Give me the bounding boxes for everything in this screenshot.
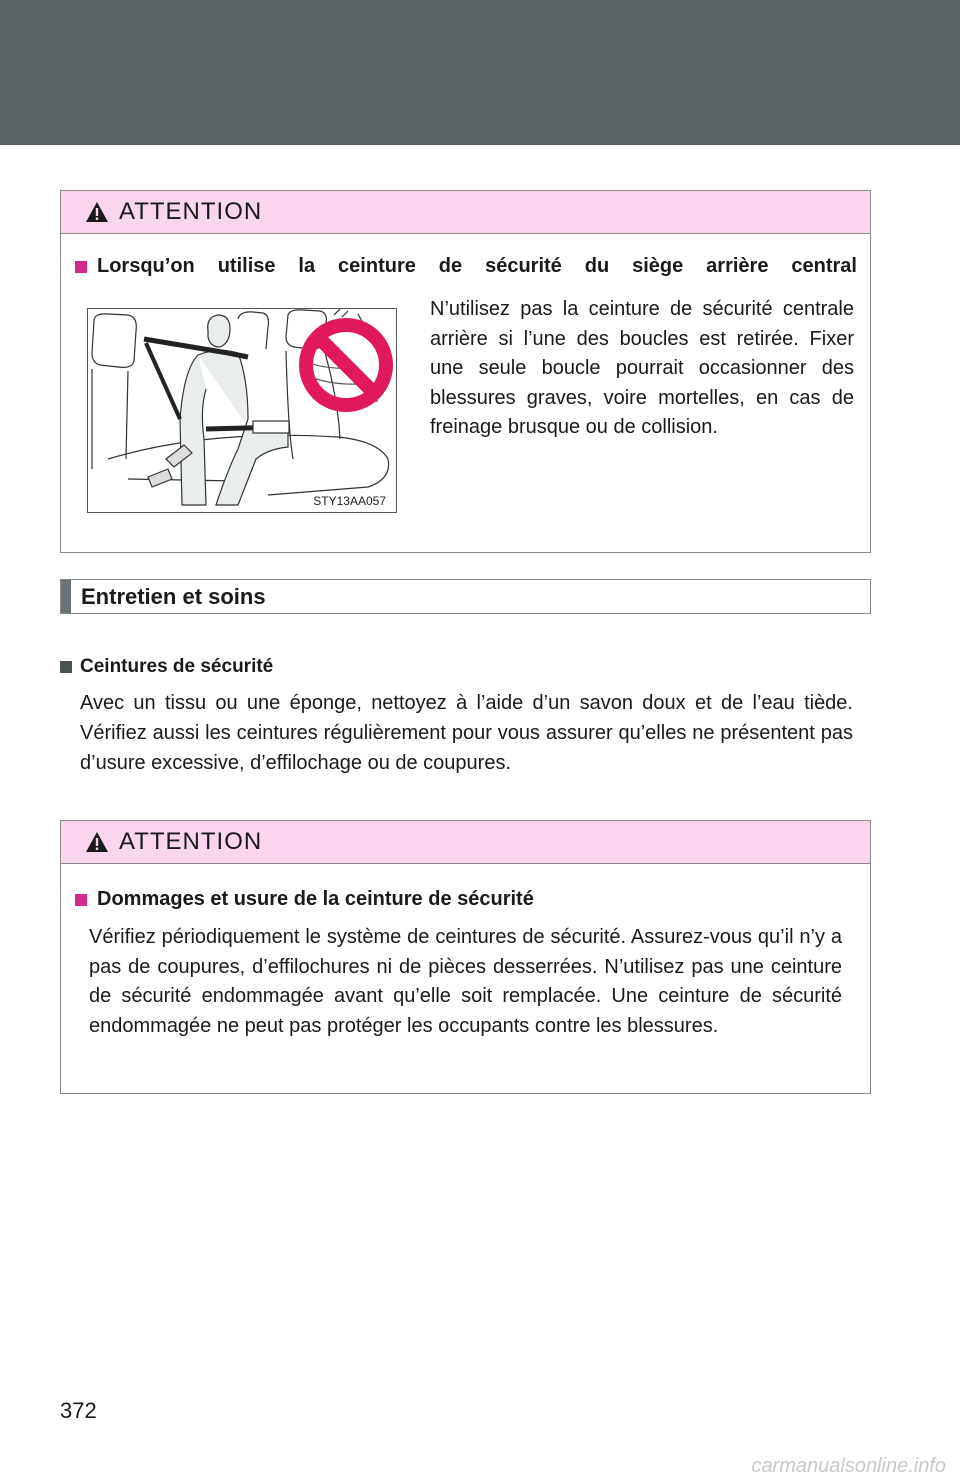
- warning-triangle-icon: [85, 201, 109, 223]
- attention-text: Vérifiez périodiquement le système de ceintures de sécurité. Assurez-vous qu’il n’y a pas de coupures, d’effilochures ni de pièces desserrées. N’utilisez pas une ceinture de sécurité endommagée avant qu’elle soit remplacée. Une ceinture de sécurité endommagée ne peut pas protéger les occupants contre les blessures.: [89, 926, 842, 1037]
- square-bullet-icon: [60, 661, 72, 673]
- warning-triangle-icon: [85, 831, 109, 853]
- rear-seat-belt-illustration: [87, 308, 397, 513]
- attention-subheading: Lorsqu’on utilise la ceinture de sécurité du siège arrière central: [75, 255, 857, 278]
- section-heading: [60, 579, 871, 614]
- prohibited-icon: [296, 315, 396, 415]
- attention-subheading: Dommages et usure de la ceinture de sécurité: [75, 888, 534, 911]
- attention-title: ATTENTION: [119, 828, 263, 855]
- attention-header: [61, 821, 870, 864]
- section-title: Entretien et soins: [81, 583, 266, 609]
- section-bar: [61, 580, 71, 613]
- attention-box-belt-damage: [60, 820, 871, 1094]
- maintenance-text: Avec un tissu ou une éponge, nettoyez à l’aide d’un savon doux et de l’eau tiède. Vérifiez aussi les ceintures régulièrement pour vous assurer qu’elles ne présentent pas d’usure excessive, d’effilochage ou de coupures.: [80, 692, 853, 774]
- page-number: 372: [60, 1398, 97, 1423]
- attention-box-rear-center-belt: [60, 190, 871, 553]
- header-band: [0, 0, 960, 145]
- attention-header: [61, 191, 870, 234]
- square-bullet-icon: [75, 261, 87, 273]
- square-bullet-icon: [75, 894, 87, 906]
- watermark: carmanualsonline.info: [751, 1455, 946, 1477]
- subheading-seat-belts: Ceintures de sécurité: [60, 656, 273, 678]
- illustration-code: STY13AA057: [313, 494, 386, 508]
- attention-title: ATTENTION: [119, 198, 263, 225]
- attention-text: N’utilisez pas la ceinture de sécurité centrale arrière si l’une des boucles est retirée. Fixer une seule boucle pourrait occasionner des blessures graves, voire mortelles, en cas de freinage brusque ou de collision.: [430, 298, 854, 438]
